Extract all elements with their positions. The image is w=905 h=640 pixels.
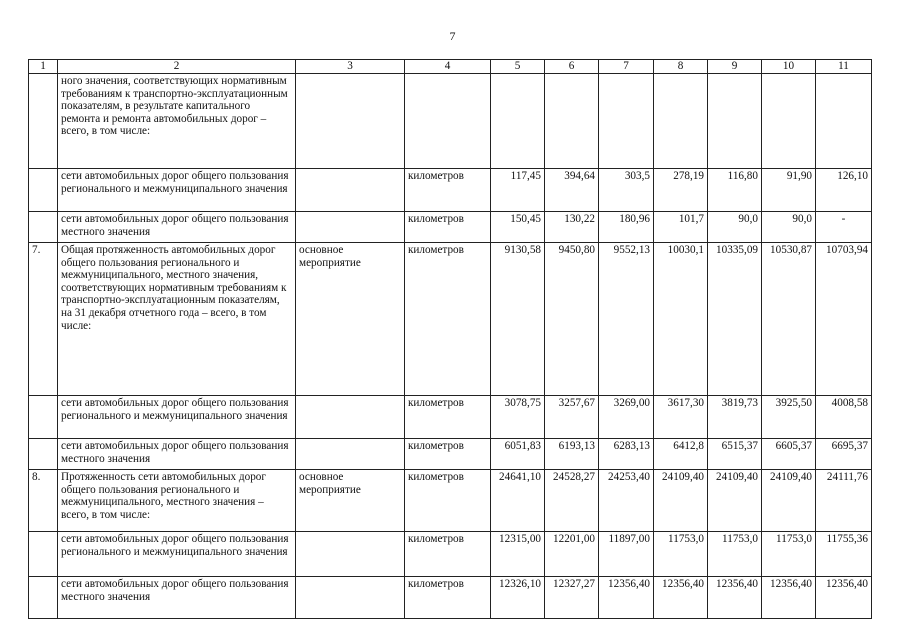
- indicator-name-cell: ного значения, соответствующих нормативным требованиям к транспортно-эксплуатационным показателям, в результате капитального ремонта и ремонта автомобильных дорог – всего, в том числе:: [58, 74, 296, 169]
- value-cell-col-10: [762, 74, 816, 169]
- measure-type-cell: [296, 169, 405, 212]
- value-cell-col-6: 9450,80: [545, 243, 599, 396]
- row-number-cell: [29, 439, 58, 470]
- indicator-name-cell: сети автомобильных дорог общего пользования местного значения: [58, 577, 296, 619]
- value-cell-col-10: 91,90: [762, 169, 816, 212]
- indicator-name-cell: сети автомобильных дорог общего пользования регионального и межмуниципального значения: [58, 169, 296, 212]
- value-cell-col-5: 9130,58: [491, 243, 545, 396]
- value-cell-col-5: 24641,10: [491, 470, 545, 532]
- value-cell-col-5: [491, 74, 545, 169]
- row-number-cell: [29, 169, 58, 212]
- unit-cell: километров: [405, 243, 491, 396]
- indicators-table: [28, 59, 872, 619]
- measure-type-cell: [296, 532, 405, 577]
- value-cell-col-10: 11753,0: [762, 532, 816, 577]
- value-cell-col-8: 3617,30: [654, 396, 708, 439]
- header-row: [29, 60, 872, 74]
- table-row: [29, 243, 872, 396]
- table-row: [29, 532, 872, 577]
- value-cell-col-6: [545, 74, 599, 169]
- value-cell-col-10: 24109,40: [762, 470, 816, 532]
- column-header-4: 4: [405, 60, 491, 74]
- value-cell-col-9: 90,0: [708, 212, 762, 243]
- indicator-name-cell: Общая протяженность автомобильных дорог общего пользования регионального и межмуниципального, местного значения, соответствующих нормативным требованиям к транспортно-эксплуатационным показателям, на 31 декабря отчетного года – всего, в том числе:: [58, 243, 296, 396]
- table-body: [29, 74, 872, 619]
- table-row: [29, 396, 872, 439]
- value-cell-col-10: 12356,40: [762, 577, 816, 619]
- table-row: [29, 577, 872, 619]
- value-cell-col-6: 394,64: [545, 169, 599, 212]
- value-cell-col-10: 3925,50: [762, 396, 816, 439]
- unit-cell: километров: [405, 169, 491, 212]
- value-cell-col-6: 24528,27: [545, 470, 599, 532]
- indicator-name-cell: сети автомобильных дорог общего пользования регионального и межмуниципального значения: [58, 396, 296, 439]
- column-header-9: 9: [708, 60, 762, 74]
- table-row: [29, 212, 872, 243]
- value-cell-col-7: 180,96: [599, 212, 654, 243]
- value-cell-col-8: 6412,8: [654, 439, 708, 470]
- unit-cell: километров: [405, 212, 491, 243]
- value-cell-col-6: 6193,13: [545, 439, 599, 470]
- measure-type-cell: [296, 74, 405, 169]
- row-number-cell: [29, 532, 58, 577]
- table-row: [29, 169, 872, 212]
- value-cell-col-11: 11755,36: [816, 532, 872, 577]
- value-cell-col-8: 12356,40: [654, 577, 708, 619]
- column-header-8: 8: [654, 60, 708, 74]
- measure-type-cell: основное мероприятие: [296, 243, 405, 396]
- value-cell-col-5: 3078,75: [491, 396, 545, 439]
- value-cell-col-7: 9552,13: [599, 243, 654, 396]
- row-number-cell: [29, 396, 58, 439]
- value-cell-col-9: 12356,40: [708, 577, 762, 619]
- value-cell-col-10: 6605,37: [762, 439, 816, 470]
- row-number-cell: [29, 577, 58, 619]
- row-number-cell: 8.: [29, 470, 58, 532]
- value-cell-col-9: 6515,37: [708, 439, 762, 470]
- value-cell-col-9: 3819,73: [708, 396, 762, 439]
- value-cell-col-8: 10030,1: [654, 243, 708, 396]
- value-cell-col-9: 24109,40: [708, 470, 762, 532]
- unit-cell: километров: [405, 396, 491, 439]
- value-cell-col-8: 278,19: [654, 169, 708, 212]
- value-cell-col-11: 24111,76: [816, 470, 872, 532]
- value-cell-col-6: 12201,00: [545, 532, 599, 577]
- row-number-cell: [29, 212, 58, 243]
- value-cell-col-5: 150,45: [491, 212, 545, 243]
- row-number-cell: 7.: [29, 243, 58, 396]
- unit-cell: километров: [405, 439, 491, 470]
- column-header-6: 6: [545, 60, 599, 74]
- value-cell-col-11: 12356,40: [816, 577, 872, 619]
- column-header-3: 3: [296, 60, 405, 74]
- value-cell-col-5: 6051,83: [491, 439, 545, 470]
- page-number: 7: [449, 29, 456, 43]
- value-cell-col-5: 117,45: [491, 169, 545, 212]
- indicator-name-cell: сети автомобильных дорог общего пользования местного значения: [58, 212, 296, 243]
- value-cell-col-6: 3257,67: [545, 396, 599, 439]
- value-cell-col-9: 116,80: [708, 169, 762, 212]
- value-cell-col-11: 126,10: [816, 169, 872, 212]
- value-cell-col-5: 12315,00: [491, 532, 545, 577]
- unit-cell: [405, 74, 491, 169]
- column-header-10: 10: [762, 60, 816, 74]
- value-cell-col-9: [708, 74, 762, 169]
- row-number-cell: [29, 74, 58, 169]
- measure-type-cell: [296, 396, 405, 439]
- unit-cell: километров: [405, 470, 491, 532]
- value-cell-col-6: 130,22: [545, 212, 599, 243]
- measure-type-cell: [296, 212, 405, 243]
- value-cell-col-8: 11753,0: [654, 532, 708, 577]
- value-cell-col-7: 11897,00: [599, 532, 654, 577]
- value-cell-col-10: 10530,87: [762, 243, 816, 396]
- value-cell-col-7: 24253,40: [599, 470, 654, 532]
- table-row: [29, 439, 872, 470]
- unit-cell: километров: [405, 577, 491, 619]
- unit-cell: километров: [405, 532, 491, 577]
- value-cell-col-7: 6283,13: [599, 439, 654, 470]
- value-cell-col-7: 12356,40: [599, 577, 654, 619]
- measure-type-cell: [296, 577, 405, 619]
- value-cell-col-8: 101,7: [654, 212, 708, 243]
- value-cell-col-8: 24109,40: [654, 470, 708, 532]
- value-cell-col-11: 4008,58: [816, 396, 872, 439]
- value-cell-col-5: 12326,10: [491, 577, 545, 619]
- indicator-name-cell: сети автомобильных дорог общего пользования регионального и межмуниципального значения: [58, 532, 296, 577]
- value-cell-col-10: 90,0: [762, 212, 816, 243]
- measure-type-cell: основное мероприятие: [296, 470, 405, 532]
- column-header-5: 5: [491, 60, 545, 74]
- indicator-name-cell: сети автомобильных дорог общего пользования местного значения: [58, 439, 296, 470]
- column-header-11: 11: [816, 60, 872, 74]
- value-cell-col-11: [816, 74, 872, 169]
- value-cell-col-7: [599, 74, 654, 169]
- value-cell-col-6: 12327,27: [545, 577, 599, 619]
- value-cell-col-7: 303,5: [599, 169, 654, 212]
- value-cell-col-11: 6695,37: [816, 439, 872, 470]
- table-row: [29, 74, 872, 169]
- value-cell-col-7: 3269,00: [599, 396, 654, 439]
- indicator-name-cell: Протяженность сети автомобильных дорог общего пользования регионального и межмуниципального, местного значения – всего, в том числе:: [58, 470, 296, 532]
- column-header-2: 2: [58, 60, 296, 74]
- column-header-1: 1: [29, 60, 58, 74]
- value-cell-col-11: -: [816, 212, 872, 243]
- value-cell-col-8: [654, 74, 708, 169]
- column-header-7: 7: [599, 60, 654, 74]
- measure-type-cell: [296, 439, 405, 470]
- table-row: [29, 470, 872, 532]
- value-cell-col-9: 10335,09: [708, 243, 762, 396]
- value-cell-col-11: 10703,94: [816, 243, 872, 396]
- value-cell-col-9: 11753,0: [708, 532, 762, 577]
